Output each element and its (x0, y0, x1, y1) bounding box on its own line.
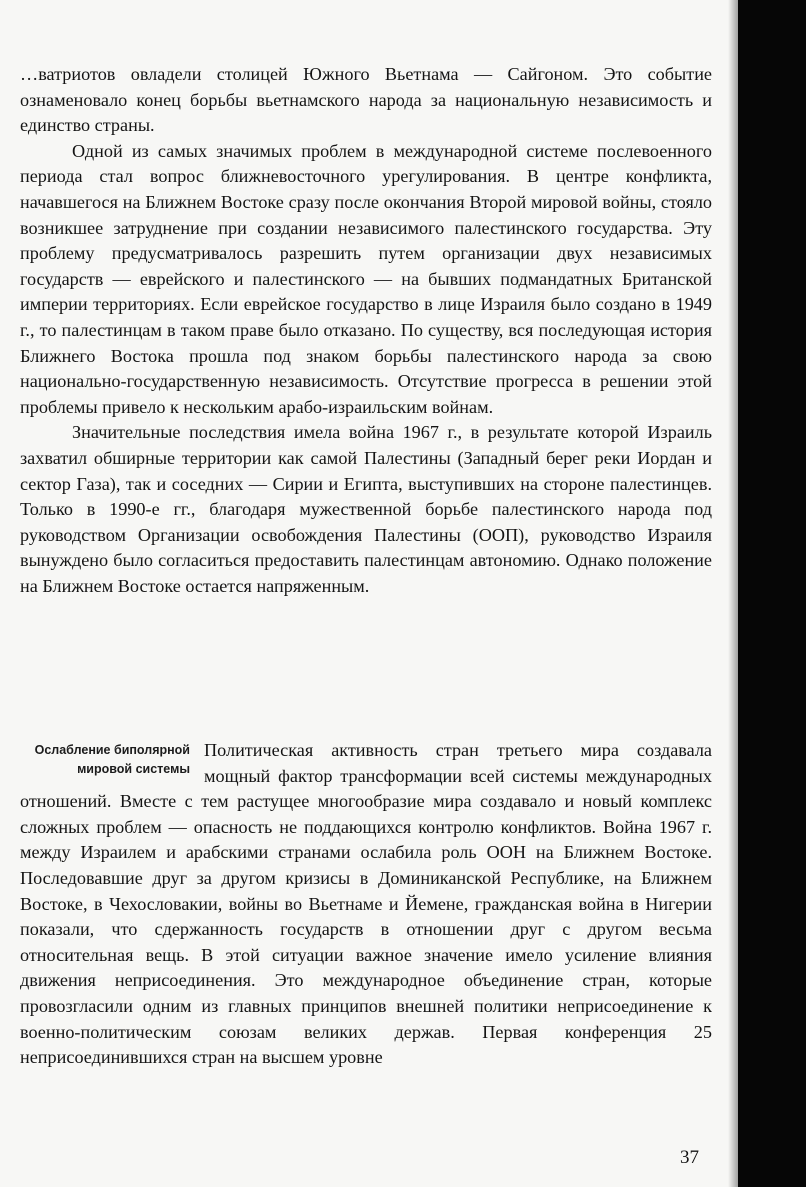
section-paragraph: Политическая активность стран третьего мира создавала мощный фактор трансформации всей системы международных отношений. Вместе с тем растущее многообразие мира создавало и новый комплекс сложных проблем — опасность не поддающихся контролю конфликтов. Война 1967 г. между Израилем и арабскими странами ослабила роль ООН на Ближнем Востоке. Последовавшие друг за другом кризисы в Доминиканской Республике, на Ближнем Востоке, в Чехословакии, войны во Вьетнаме и Йемене, гражданская война в Нигерии показали, что сдержанность государств в отношении друг с другом весьма относительная вещь. В этой ситуации важное значение имело усиление влияния движения неприсоединения. Это международное объединение стран, которые провозгласили одним из главных принципов внешней политики неприсоединение к военно-политическим союзам великих держав. Первая конференция 25 неприсоединившихся стран на высшем уровне (20, 740, 712, 1068)
side-heading: Ослабление биполярной мировой системы (34, 743, 190, 776)
page-number: 37 (680, 1147, 699, 1168)
page-edge-shadow (728, 0, 738, 1187)
paragraph-2: Одной из самых значимых проблем в международной системе послевоенного периода стал вопрос ближневосточного урегулирования. В центре конфликта, начавшегося на Ближнем Востоке сразу после окончания Второй мировой войны, стояло возникшее затруднение при создании независимого палестинского государства. Эту проблему предусматривалось разрешить путем организации двух независимых государств — еврейского и палестинского — на бывших подмандатных Британской империи территориях. Если еврейское государство в лице Израиля было создано в 1949 г., то палестинцам в таком праве было отказано. По существу, вся последующая история Ближнего Востока прошла под знаком борьбы палестинского народа за свою национально-государственную независимость. Отсутствие прогресса в решении этой проблемы привело к нескольким арабо-израильским войнам. (20, 140, 712, 417)
paragraph-1: …ватриотов овладели столицей Южного Вьетнама — Сайгоном. Это событие ознаменовало конец борьбы вьетнамского народа за национальную независимость и единство страны. (20, 64, 712, 136)
section-block (20, 738, 712, 1071)
scan-dark-edge (738, 0, 806, 1187)
main-text-block (20, 62, 712, 599)
paragraph-3: Значительные последствия имела война 1967 г., в результате которой Израиль захватил обширные территории как самой Палестины (Западный берег реки Иордан и сектор Газа), так и соседних — Сирии и Египта, выступивших на стороне палестинцев. Только в 1990-е гг., благодаря мужественной борьбе палестинского народа под руководством Организации освобождения Палестины (ООП), руководство Израиля вынуждено было согласиться предоставить палестинцам автономию. Однако положение на Ближнем Востоке остается напряженным. (20, 422, 712, 596)
